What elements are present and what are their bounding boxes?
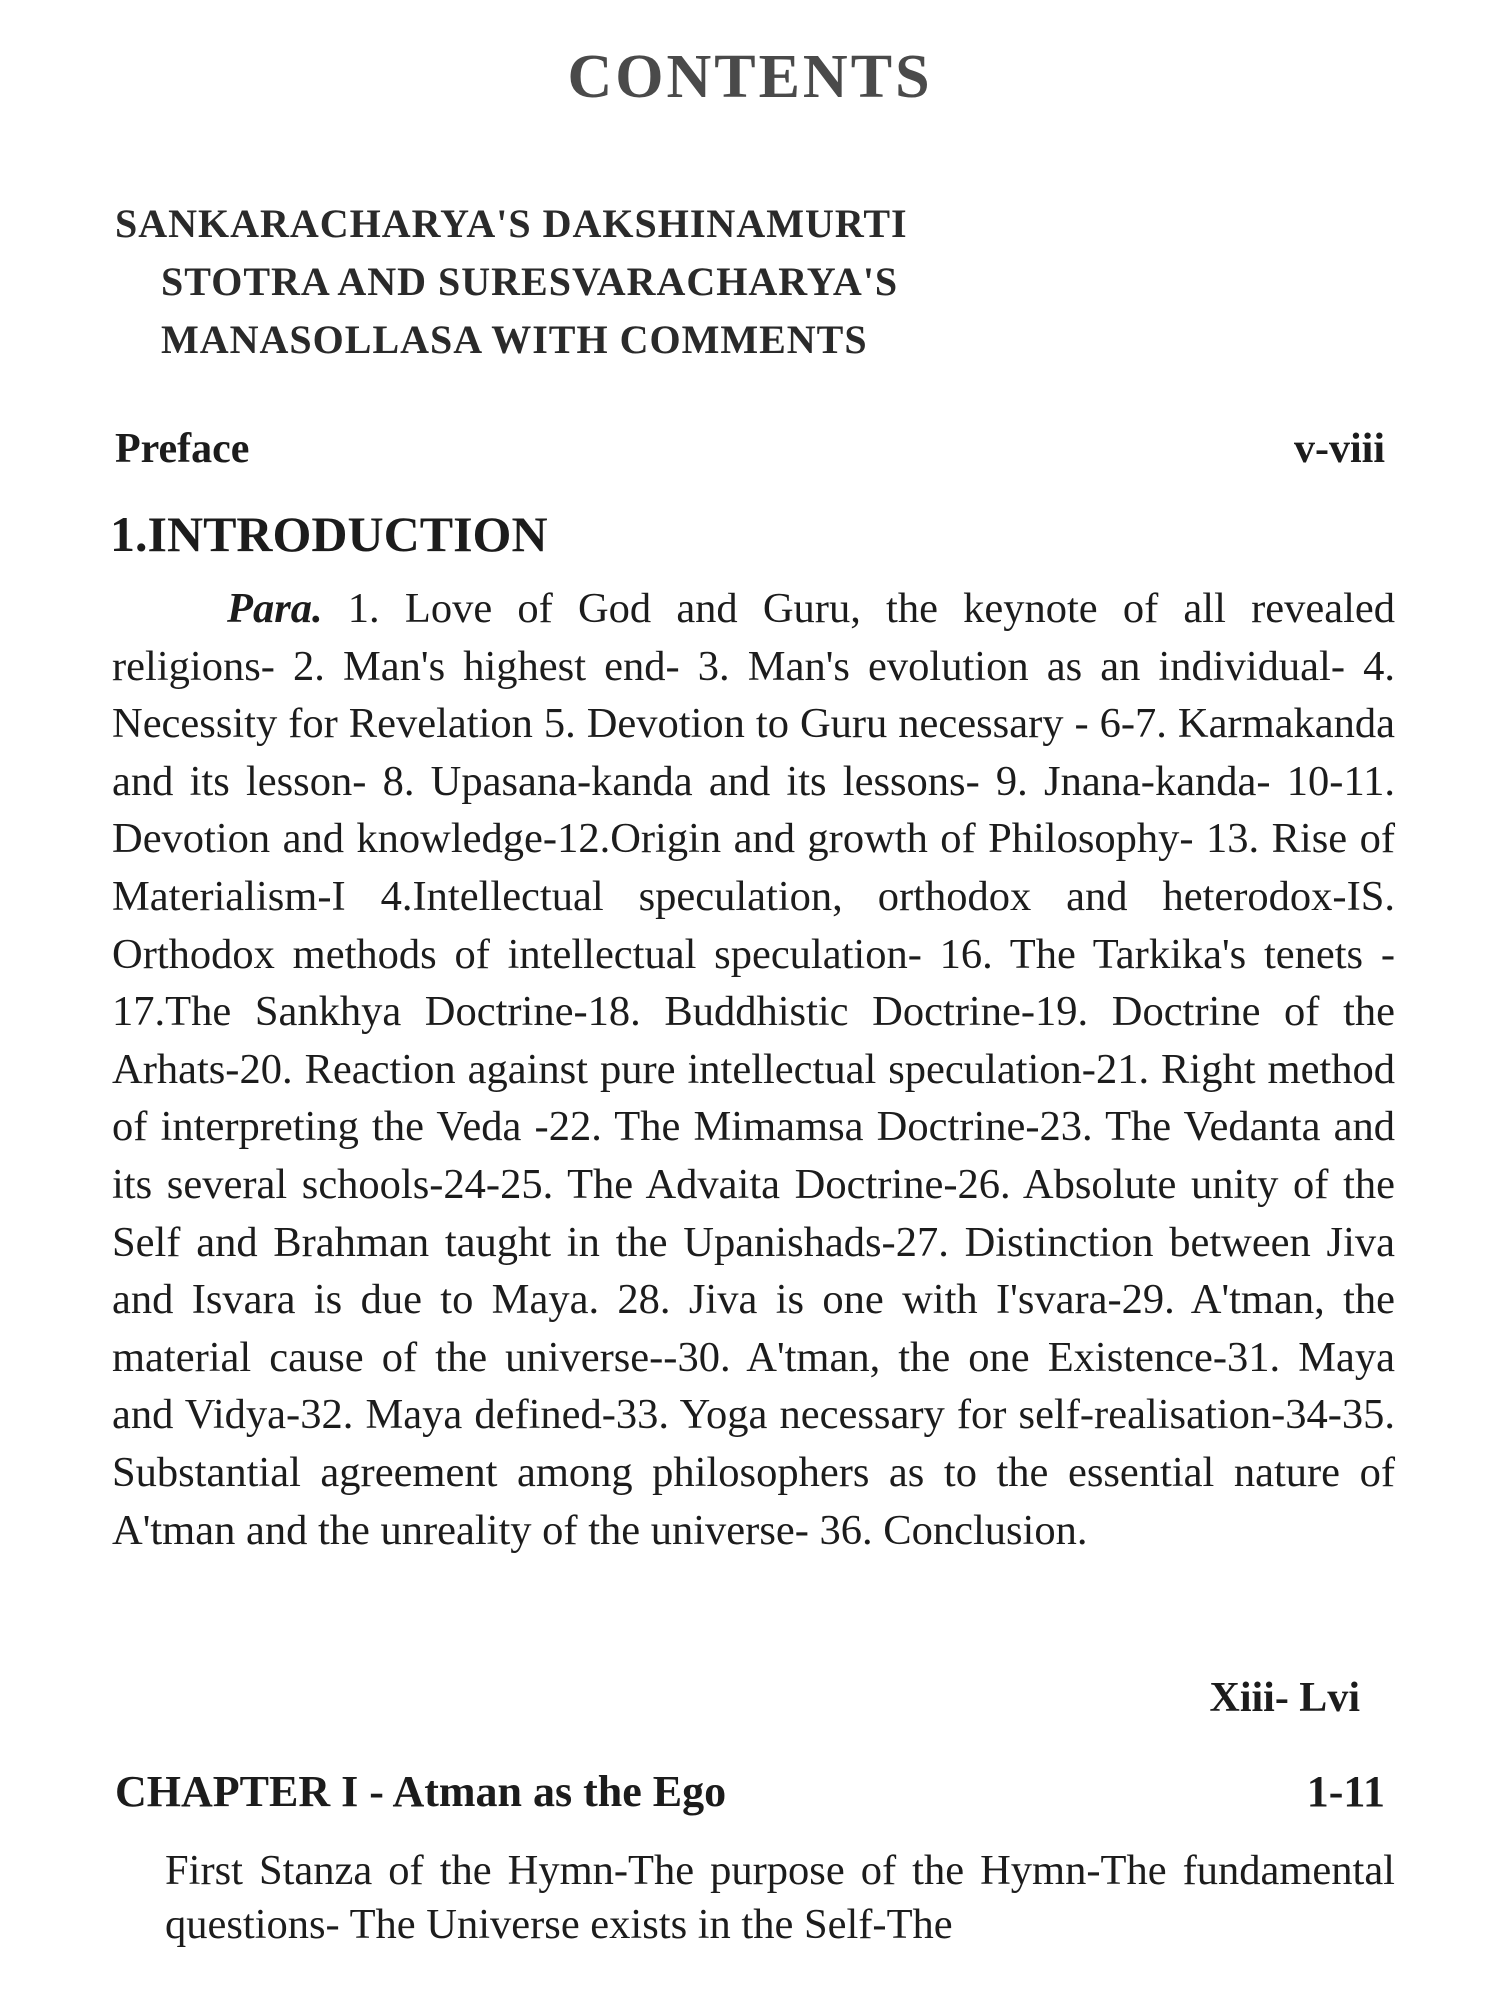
book-title-line-3: MANASOLLASA WITH COMMENTS bbox=[161, 317, 868, 362]
toc-entry-chapter-1[interactable] bbox=[115, 1766, 1385, 1817]
book-title-line-2: STOTRA AND SURESVARACHARYA'S bbox=[161, 259, 899, 304]
contents-heading: CONTENTS bbox=[567, 43, 933, 111]
chapter-1-label: CHAPTER I - Atman as the Ego bbox=[115, 1767, 727, 1816]
preface-label: Preface bbox=[115, 426, 250, 472]
preface-pages: v-viii bbox=[1294, 426, 1385, 472]
para-label: Para. bbox=[227, 585, 323, 632]
introduction-pages: Xiii- Lvi bbox=[1209, 1675, 1360, 1721]
toc-entry-preface[interactable] bbox=[115, 425, 1385, 473]
introduction-heading[interactable]: 1.INTRODUCTION bbox=[110, 506, 548, 562]
chapter-1-pages: 1-11 bbox=[1306, 1767, 1385, 1816]
chapter-1-summary: First Stanza of the Hymn-The purpose of the Hymn-The fundamental questions- The Universe exists in the Self-The bbox=[165, 1847, 1395, 1948]
introduction-summary bbox=[112, 580, 1395, 1559]
book-title-line-1: SANKARACHARYA'S DAKSHINAMURTI bbox=[115, 201, 908, 246]
book-title bbox=[115, 195, 908, 369]
introduction-text: 1. Love of God and Guru, the keynote of all revealed religions- 2. Man's highest end- 3. Man's evolution as an individual- 4. Necessity for Revelation 5. Devotion to Guru necessary - 6-7. Karmakanda and its lesson- 8. Upasana-kanda and its lessons- 9. Jnana-kanda- 10-11. Devotion and knowledge-12.Origin and growth of Philosophy- 13. Rise of Materialism-I 4.Intellectual speculation, orthodox and heterodox-IS. Orthodox methods of intellectual speculation- 16. The Tarkika's tenets - 17.The Sankhya Doctrine-18. Buddhistic Doctrine-19. Doctrine of the Arhats-20. Reaction against pure intellectual speculation-21. Right method of interpreting the Veda -22. The Mimamsa Doctrine-23. The Vedanta and its several schools-24-25. The Advaita Doctrine-26. Absolute unity of the Self and Brahman taught in the Upanishads-27. Distinction between Jiva and Isvara is due to Maya. 28. Jiva is one with I'svara-29. A'tman, the material cause of the universe--30. A'tman, the one Existence-31. Maya and Vidya-32. Maya defined-33. Yoga necessary for self-realisation-34-35. Substantial agreement among philosophers as to the essential nature of A'tman and the unreality of the universe- 36. Conclusion. bbox=[112, 585, 1395, 1554]
